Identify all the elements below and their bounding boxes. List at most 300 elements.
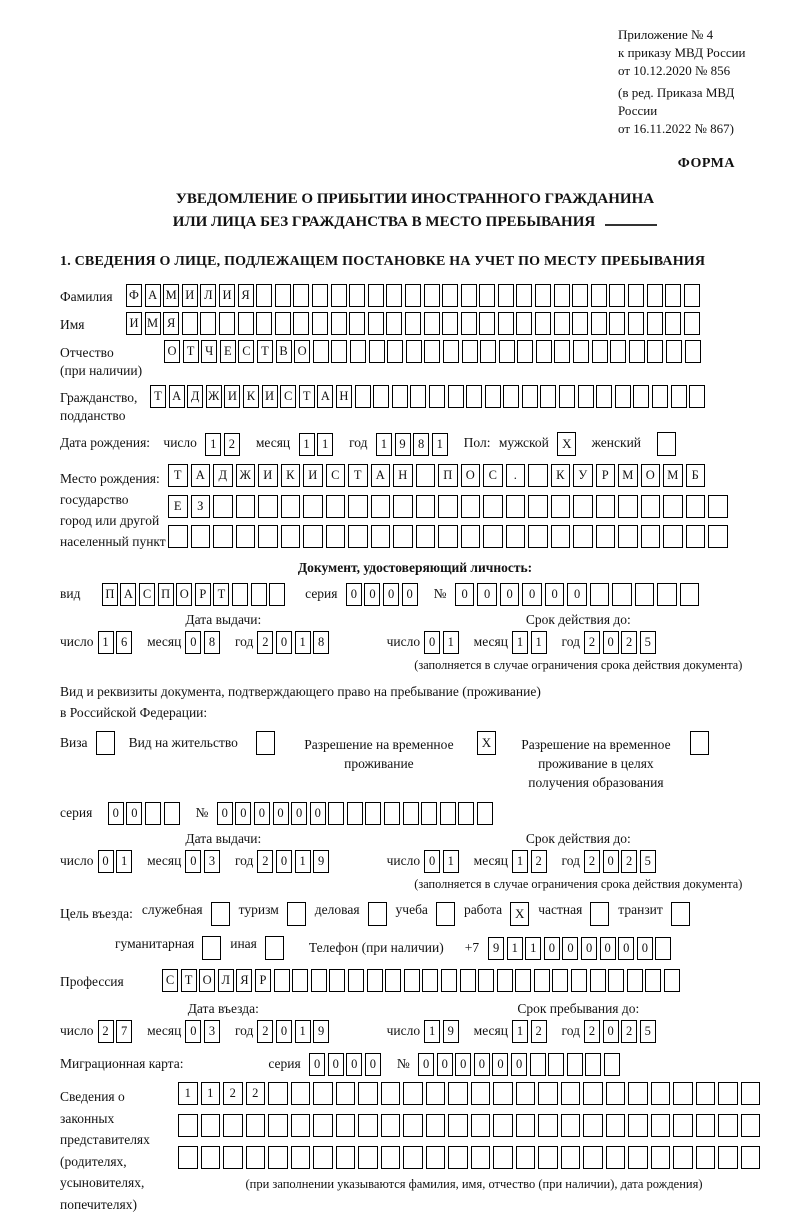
char-cell[interactable] <box>424 312 440 335</box>
char-cell[interactable] <box>460 969 476 992</box>
char-cell[interactable]: 0 <box>383 583 399 606</box>
char-cell[interactable] <box>671 385 687 408</box>
char-cell[interactable]: 0 <box>328 1053 344 1076</box>
char-cell[interactable]: А <box>120 583 136 606</box>
char-cell[interactable] <box>223 1146 243 1169</box>
char-cell[interactable] <box>516 1146 536 1169</box>
char-cell[interactable]: 0 <box>98 850 114 873</box>
char-cell[interactable] <box>331 340 347 363</box>
purpose-official-checkbox[interactable] <box>211 902 230 926</box>
char-cell[interactable] <box>347 802 363 825</box>
char-cell[interactable] <box>610 340 626 363</box>
char-cell[interactable] <box>483 495 503 518</box>
char-cell[interactable] <box>232 583 248 606</box>
char-cell[interactable] <box>528 464 548 487</box>
char-cell[interactable]: С <box>139 583 155 606</box>
char-cell[interactable]: 0 <box>544 937 560 960</box>
char-cell[interactable] <box>664 969 680 992</box>
char-cell[interactable] <box>438 525 458 548</box>
char-cell[interactable] <box>358 1082 378 1105</box>
char-cell[interactable]: П <box>158 583 174 606</box>
char-cell[interactable] <box>331 312 347 335</box>
char-cell[interactable] <box>686 525 706 548</box>
char-cell[interactable] <box>559 385 575 408</box>
char-cell[interactable] <box>178 1114 198 1137</box>
char-cell[interactable] <box>673 1082 693 1105</box>
char-cell[interactable] <box>535 284 551 307</box>
char-cell[interactable]: 1 <box>98 631 114 654</box>
char-cell[interactable]: Т <box>168 464 188 487</box>
char-cell[interactable]: 0 <box>500 583 520 606</box>
char-cell[interactable] <box>606 1082 626 1105</box>
char-cell[interactable]: У <box>573 464 593 487</box>
char-cell[interactable] <box>535 312 551 335</box>
char-cell[interactable] <box>384 802 400 825</box>
char-cell[interactable] <box>583 1114 603 1137</box>
char-cell[interactable] <box>313 1114 333 1137</box>
char-cell[interactable] <box>410 385 426 408</box>
char-cell[interactable]: 1 <box>432 433 448 456</box>
female-checkbox[interactable] <box>657 432 676 456</box>
char-cell[interactable]: С <box>162 969 178 992</box>
char-cell[interactable] <box>355 385 371 408</box>
char-cell[interactable]: 0 <box>235 802 251 825</box>
char-cell[interactable]: 0 <box>309 1053 325 1076</box>
char-cell[interactable] <box>522 385 538 408</box>
char-cell[interactable]: Я <box>236 969 252 992</box>
char-cell[interactable] <box>421 802 437 825</box>
char-cell[interactable]: 0 <box>455 583 475 606</box>
char-cell[interactable] <box>666 340 682 363</box>
char-cell[interactable] <box>471 1114 491 1137</box>
purpose-humanitarian-checkbox[interactable] <box>202 936 221 960</box>
char-cell[interactable] <box>311 969 327 992</box>
char-cell[interactable] <box>516 1114 536 1137</box>
purpose-other-checkbox[interactable] <box>265 936 284 960</box>
char-cell[interactable] <box>458 802 474 825</box>
char-cell[interactable]: Е <box>220 340 236 363</box>
char-cell[interactable] <box>336 1146 356 1169</box>
char-cell[interactable] <box>718 1146 738 1169</box>
char-cell[interactable] <box>498 312 514 335</box>
char-cell[interactable] <box>442 284 458 307</box>
char-cell[interactable]: 2 <box>584 850 600 873</box>
char-cell[interactable]: 0 <box>276 850 292 873</box>
char-cell[interactable]: И <box>182 284 198 307</box>
char-cell[interactable] <box>503 385 519 408</box>
char-cell[interactable] <box>573 495 593 518</box>
char-cell[interactable] <box>590 583 610 606</box>
char-cell[interactable] <box>554 284 570 307</box>
char-cell[interactable]: О <box>199 969 215 992</box>
char-cell[interactable] <box>448 1114 468 1137</box>
char-cell[interactable] <box>633 385 649 408</box>
char-cell[interactable] <box>651 1082 671 1105</box>
char-cell[interactable] <box>696 1114 716 1137</box>
char-cell[interactable] <box>365 802 381 825</box>
char-cell[interactable] <box>647 312 663 335</box>
char-cell[interactable] <box>540 385 556 408</box>
char-cell[interactable]: 1 <box>507 937 523 960</box>
char-cell[interactable]: И <box>224 385 240 408</box>
char-cell[interactable] <box>641 495 661 518</box>
char-cell[interactable] <box>528 525 548 548</box>
char-cell[interactable] <box>696 1082 716 1105</box>
char-cell[interactable] <box>223 1114 243 1137</box>
char-cell[interactable] <box>571 969 587 992</box>
char-cell[interactable] <box>371 525 391 548</box>
char-cell[interactable] <box>606 1146 626 1169</box>
char-cell[interactable]: 0 <box>346 1053 362 1076</box>
char-cell[interactable]: 1 <box>512 631 528 654</box>
char-cell[interactable]: О <box>641 464 661 487</box>
char-cell[interactable]: К <box>551 464 571 487</box>
char-cell[interactable] <box>552 969 568 992</box>
char-cell[interactable] <box>281 495 301 518</box>
char-cell[interactable] <box>628 284 644 307</box>
char-cell[interactable] <box>609 284 625 307</box>
char-cell[interactable]: 3 <box>204 850 220 873</box>
char-cell[interactable] <box>647 340 663 363</box>
char-cell[interactable] <box>515 969 531 992</box>
char-cell[interactable] <box>219 312 235 335</box>
char-cell[interactable]: Ф <box>126 284 142 307</box>
char-cell[interactable]: 3 <box>204 1020 220 1043</box>
char-cell[interactable] <box>628 312 644 335</box>
char-cell[interactable] <box>386 284 402 307</box>
char-cell[interactable]: И <box>258 464 278 487</box>
char-cell[interactable]: Н <box>336 385 352 408</box>
char-cell[interactable] <box>349 312 365 335</box>
char-cell[interactable]: З <box>191 495 211 518</box>
char-cell[interactable] <box>657 583 677 606</box>
char-cell[interactable] <box>583 1146 603 1169</box>
char-cell[interactable] <box>403 1146 423 1169</box>
char-cell[interactable] <box>596 495 616 518</box>
char-cell[interactable]: 9 <box>488 937 504 960</box>
char-cell[interactable]: Т <box>181 969 197 992</box>
char-cell[interactable]: 0 <box>562 937 578 960</box>
char-cell[interactable]: 0 <box>185 631 201 654</box>
char-cell[interactable] <box>685 340 701 363</box>
char-cell[interactable] <box>628 1146 648 1169</box>
char-cell[interactable] <box>536 340 552 363</box>
char-cell[interactable]: 0 <box>346 583 362 606</box>
char-cell[interactable] <box>591 284 607 307</box>
char-cell[interactable] <box>741 1082 761 1105</box>
char-cell[interactable] <box>590 969 606 992</box>
char-cell[interactable] <box>201 1146 221 1169</box>
char-cell[interactable]: 0 <box>477 583 497 606</box>
char-cell[interactable] <box>275 284 291 307</box>
char-cell[interactable] <box>635 583 655 606</box>
char-cell[interactable] <box>416 525 436 548</box>
char-cell[interactable]: И <box>126 312 142 335</box>
char-cell[interactable] <box>350 340 366 363</box>
char-cell[interactable] <box>381 1082 401 1105</box>
char-cell[interactable] <box>313 1146 333 1169</box>
char-cell[interactable]: 1 <box>295 1020 311 1043</box>
char-cell[interactable] <box>281 525 301 548</box>
char-cell[interactable] <box>201 1114 221 1137</box>
char-cell[interactable]: А <box>169 385 185 408</box>
char-cell[interactable]: Т <box>183 340 199 363</box>
char-cell[interactable] <box>585 1053 601 1076</box>
char-cell[interactable] <box>479 312 495 335</box>
char-cell[interactable] <box>608 969 624 992</box>
char-cell[interactable] <box>358 1114 378 1137</box>
char-cell[interactable] <box>471 1146 491 1169</box>
char-cell[interactable] <box>246 1146 266 1169</box>
male-checkbox[interactable]: X <box>557 432 576 456</box>
char-cell[interactable]: Т <box>299 385 315 408</box>
purpose-transit-checkbox[interactable] <box>671 902 690 926</box>
char-cell[interactable] <box>268 1146 288 1169</box>
char-cell[interactable] <box>441 969 457 992</box>
char-cell[interactable]: К <box>281 464 301 487</box>
char-cell[interactable]: 1 <box>201 1082 221 1105</box>
char-cell[interactable]: 2 <box>531 1020 547 1043</box>
char-cell[interactable]: М <box>163 284 179 307</box>
char-cell[interactable] <box>680 583 700 606</box>
char-cell[interactable] <box>246 1114 266 1137</box>
char-cell[interactable] <box>424 284 440 307</box>
char-cell[interactable]: 1 <box>376 433 392 456</box>
char-cell[interactable] <box>461 495 481 518</box>
char-cell[interactable]: 1 <box>178 1082 198 1105</box>
char-cell[interactable] <box>718 1114 738 1137</box>
char-cell[interactable]: 1 <box>424 1020 440 1043</box>
char-cell[interactable] <box>429 385 445 408</box>
char-cell[interactable] <box>292 969 308 992</box>
char-cell[interactable]: 0 <box>108 802 124 825</box>
char-cell[interactable] <box>416 464 436 487</box>
char-cell[interactable] <box>554 312 570 335</box>
char-cell[interactable]: 1 <box>525 937 541 960</box>
char-cell[interactable]: Л <box>200 284 216 307</box>
char-cell[interactable] <box>392 385 408 408</box>
char-cell[interactable] <box>448 1146 468 1169</box>
char-cell[interactable] <box>442 312 458 335</box>
char-cell[interactable]: 2 <box>257 631 273 654</box>
char-cell[interactable]: 8 <box>413 433 429 456</box>
char-cell[interactable]: 1 <box>205 433 221 456</box>
char-cell[interactable]: 2 <box>621 631 637 654</box>
char-cell[interactable]: А <box>191 464 211 487</box>
char-cell[interactable]: 2 <box>224 433 240 456</box>
char-cell[interactable]: 1 <box>512 1020 528 1043</box>
char-cell[interactable]: 1 <box>317 433 333 456</box>
char-cell[interactable] <box>236 495 256 518</box>
char-cell[interactable] <box>583 1082 603 1105</box>
char-cell[interactable] <box>655 937 671 960</box>
char-cell[interactable] <box>426 1146 446 1169</box>
char-cell[interactable] <box>718 1082 738 1105</box>
purpose-study-checkbox[interactable] <box>436 902 455 926</box>
char-cell[interactable]: В <box>276 340 292 363</box>
char-cell[interactable]: Т <box>213 583 229 606</box>
char-cell[interactable] <box>596 385 612 408</box>
char-cell[interactable]: 0 <box>567 583 587 606</box>
char-cell[interactable]: 5 <box>640 631 656 654</box>
char-cell[interactable] <box>551 525 571 548</box>
char-cell[interactable] <box>405 284 421 307</box>
char-cell[interactable] <box>381 1146 401 1169</box>
char-cell[interactable] <box>627 969 643 992</box>
char-cell[interactable] <box>498 284 514 307</box>
char-cell[interactable]: 8 <box>313 631 329 654</box>
char-cell[interactable] <box>268 1114 288 1137</box>
char-cell[interactable] <box>618 495 638 518</box>
char-cell[interactable] <box>461 525 481 548</box>
char-cell[interactable]: Я <box>238 284 254 307</box>
char-cell[interactable]: 9 <box>313 1020 329 1043</box>
char-cell[interactable] <box>477 802 493 825</box>
char-cell[interactable] <box>689 385 705 408</box>
char-cell[interactable]: 1 <box>299 433 315 456</box>
char-cell[interactable] <box>258 495 278 518</box>
char-cell[interactable]: 0 <box>603 631 619 654</box>
char-cell[interactable]: П <box>438 464 458 487</box>
char-cell[interactable] <box>561 1114 581 1137</box>
char-cell[interactable]: 0 <box>581 937 597 960</box>
char-cell[interactable] <box>641 525 661 548</box>
char-cell[interactable]: Д <box>213 464 233 487</box>
char-cell[interactable] <box>561 1146 581 1169</box>
char-cell[interactable]: 0 <box>545 583 565 606</box>
char-cell[interactable] <box>478 969 494 992</box>
purpose-business-checkbox[interactable] <box>368 902 387 926</box>
char-cell[interactable] <box>615 385 631 408</box>
char-cell[interactable] <box>530 1053 546 1076</box>
char-cell[interactable]: С <box>326 464 346 487</box>
char-cell[interactable] <box>471 1082 491 1105</box>
char-cell[interactable] <box>387 340 403 363</box>
char-cell[interactable]: И <box>262 385 278 408</box>
char-cell[interactable] <box>493 1146 513 1169</box>
char-cell[interactable] <box>371 495 391 518</box>
char-cell[interactable] <box>609 312 625 335</box>
char-cell[interactable] <box>386 312 402 335</box>
char-cell[interactable] <box>349 284 365 307</box>
char-cell[interactable] <box>485 385 501 408</box>
char-cell[interactable] <box>236 525 256 548</box>
char-cell[interactable] <box>369 340 385 363</box>
char-cell[interactable]: О <box>176 583 192 606</box>
char-cell[interactable] <box>506 525 526 548</box>
char-cell[interactable] <box>393 525 413 548</box>
char-cell[interactable] <box>497 969 513 992</box>
char-cell[interactable]: 1 <box>295 631 311 654</box>
char-cell[interactable]: 9 <box>313 850 329 873</box>
char-cell[interactable] <box>348 525 368 548</box>
char-cell[interactable] <box>493 1082 513 1105</box>
char-cell[interactable]: 0 <box>310 802 326 825</box>
char-cell[interactable] <box>258 525 278 548</box>
char-cell[interactable] <box>461 312 477 335</box>
char-cell[interactable] <box>606 1114 626 1137</box>
char-cell[interactable] <box>645 969 661 992</box>
char-cell[interactable] <box>665 312 681 335</box>
char-cell[interactable] <box>331 284 347 307</box>
char-cell[interactable]: 2 <box>584 1020 600 1043</box>
char-cell[interactable] <box>572 284 588 307</box>
char-cell[interactable]: 5 <box>640 1020 656 1043</box>
char-cell[interactable] <box>686 495 706 518</box>
char-cell[interactable] <box>673 1146 693 1169</box>
char-cell[interactable]: 1 <box>531 631 547 654</box>
char-cell[interactable] <box>461 284 477 307</box>
char-cell[interactable] <box>708 495 728 518</box>
char-cell[interactable]: 0 <box>492 1053 508 1076</box>
char-cell[interactable] <box>466 385 482 408</box>
char-cell[interactable] <box>329 969 345 992</box>
char-cell[interactable] <box>663 525 683 548</box>
char-cell[interactable] <box>312 284 328 307</box>
char-cell[interactable] <box>673 1114 693 1137</box>
char-cell[interactable] <box>385 969 401 992</box>
char-cell[interactable] <box>145 802 161 825</box>
char-cell[interactable] <box>164 802 180 825</box>
char-cell[interactable]: И <box>303 464 323 487</box>
char-cell[interactable] <box>618 525 638 548</box>
char-cell[interactable]: Б <box>686 464 706 487</box>
char-cell[interactable]: Р <box>596 464 616 487</box>
char-cell[interactable] <box>516 284 532 307</box>
char-cell[interactable]: 2 <box>584 631 600 654</box>
residence-permit-checkbox[interactable] <box>256 731 275 755</box>
char-cell[interactable] <box>213 525 233 548</box>
char-cell[interactable] <box>256 312 272 335</box>
char-cell[interactable] <box>651 1146 671 1169</box>
char-cell[interactable]: М <box>663 464 683 487</box>
char-cell[interactable] <box>440 802 456 825</box>
char-cell[interactable]: 2 <box>246 1082 266 1105</box>
char-cell[interactable] <box>256 284 272 307</box>
char-cell[interactable] <box>348 969 364 992</box>
char-cell[interactable]: 5 <box>640 850 656 873</box>
char-cell[interactable] <box>554 340 570 363</box>
char-cell[interactable] <box>422 969 438 992</box>
char-cell[interactable]: М <box>145 312 161 335</box>
char-cell[interactable]: 7 <box>116 1020 132 1043</box>
char-cell[interactable] <box>336 1114 356 1137</box>
char-cell[interactable] <box>596 525 616 548</box>
char-cell[interactable] <box>291 1114 311 1137</box>
char-cell[interactable]: 0 <box>424 631 440 654</box>
char-cell[interactable]: Р <box>255 969 271 992</box>
char-cell[interactable] <box>741 1146 761 1169</box>
purpose-work-checkbox[interactable]: X <box>510 902 529 926</box>
char-cell[interactable]: 6 <box>116 631 132 654</box>
char-cell[interactable]: 9 <box>443 1020 459 1043</box>
char-cell[interactable] <box>381 1114 401 1137</box>
char-cell[interactable] <box>538 1114 558 1137</box>
char-cell[interactable]: 1 <box>443 850 459 873</box>
char-cell[interactable] <box>578 385 594 408</box>
char-cell[interactable] <box>604 1053 620 1076</box>
char-cell[interactable]: С <box>483 464 503 487</box>
char-cell[interactable]: Д <box>187 385 203 408</box>
char-cell[interactable]: 9 <box>395 433 411 456</box>
char-cell[interactable]: 0 <box>618 937 634 960</box>
char-cell[interactable] <box>348 495 368 518</box>
char-cell[interactable]: И <box>219 284 235 307</box>
char-cell[interactable]: А <box>371 464 391 487</box>
char-cell[interactable] <box>665 284 681 307</box>
char-cell[interactable] <box>479 284 495 307</box>
purpose-private-checkbox[interactable] <box>590 902 609 926</box>
